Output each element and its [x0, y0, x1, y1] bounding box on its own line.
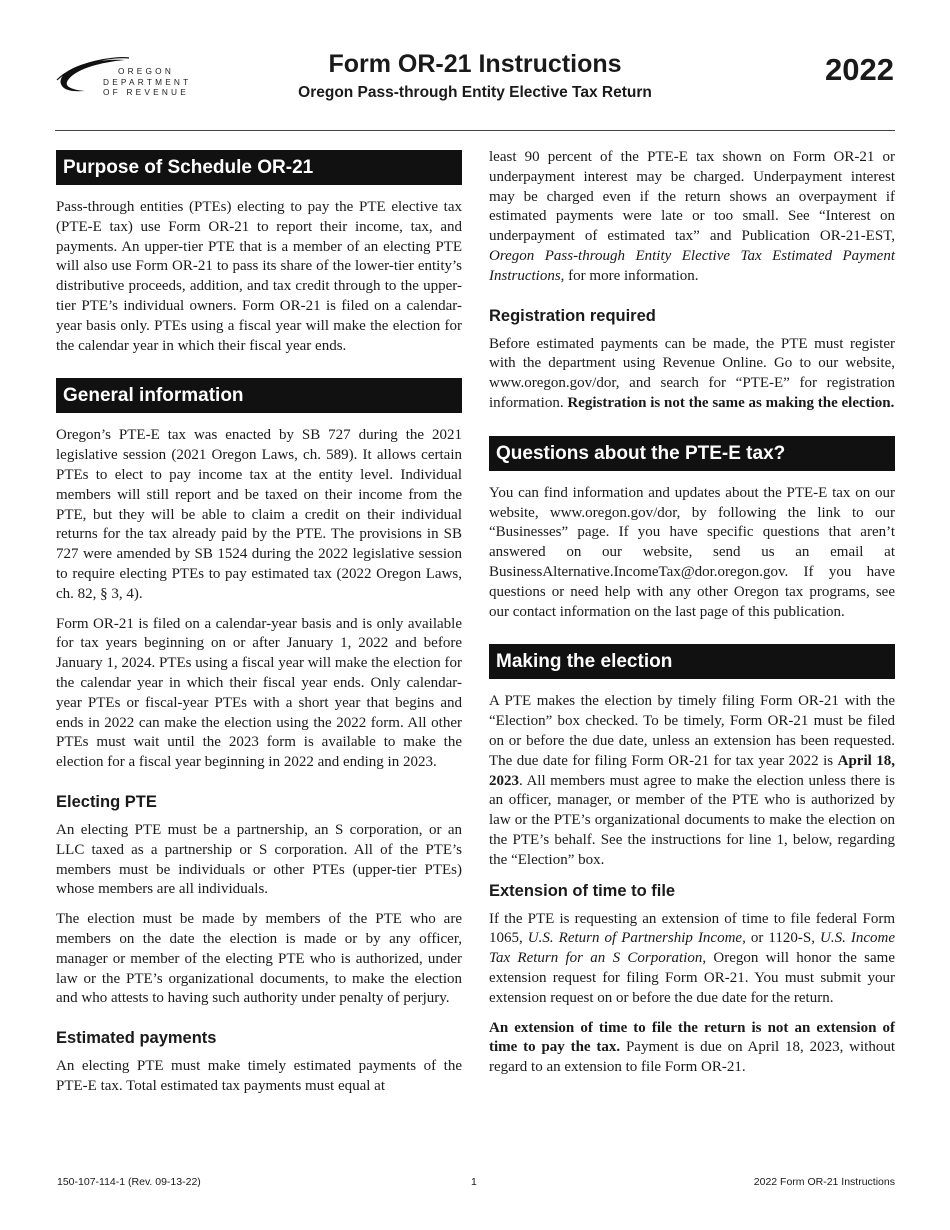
header-divider	[55, 130, 895, 131]
general-info-paragraph-1: Oregon’s PTE-E tax was enacted by SB 727 during the 2021 legislative session (2021 Oregon Laws, ch. 589). It allows certain PTEs to elect to pay income tax at the entity level. Individual members will still report and be taxed on their income from the PTE, but they will be able to claim a credit on their individual returns for the tax already paid by the PTE. The provisions in SB 727 were amended by SB 1524 during the 2022 legislative session to require electing PTEs to pay estimated tax (2022 Oregon Laws, ch. 82, § 3, 4).	[56, 427, 462, 602]
footer-form-number: 150-107-114-1 (Rev. 09-13-22)	[57, 1176, 201, 1188]
logo-text: OREGON DEPARTMENT OF REVENUE	[103, 66, 192, 97]
page-title: Form OR-21 Instructions	[328, 50, 622, 78]
section-heading-purpose: Purpose of Schedule OR-21	[56, 150, 462, 185]
subheading-electing-pte: Electing PTE	[56, 792, 157, 811]
section-heading-general-information: General information	[56, 378, 462, 413]
footer-form-title: 2022 Form OR-21 Instructions	[753, 1176, 895, 1188]
making-election-paragraph: A PTE makes the election by timely filing Form OR-21 with the “Election” box checked. To be timely, Form OR-21 must be filed on or before the due date, unless an extension has been requested. The due date for filing Form OR-21 for tax year 2022 is April 18, 2023. All members must agree to make the election unless there is an officer, manager, or member of the PTE who is authorized by law or the PTE’s organizational documents to make the election on the PTE’s behalf. See the instructions for line 1, below, regarding the “Election” box.	[489, 693, 896, 868]
subheading-registration-required: Registration required	[489, 306, 656, 325]
electing-pte-paragraph-1: An electing PTE must be a partnership, an S corporation, or an LLC taxed as a partnership or S corporation. All of the PTE’s members must be individuals or other PTEs (upper-tier PTEs) whose members are all individuals.	[56, 821, 462, 898]
general-info-paragraph-2: Form OR-21 is filed on a calendar-year basis and is only available for tax years beginning on or after January 1, 2022 and before January 1, 2024. PTEs using a fiscal year will make the election for the calendar year in which their fiscal year ends. Only calendar-year PTEs or fiscal-year PTEs with a short year that begins and ends in 2022 can make the election using the 2022 form. All other PTEs must wait until the 2023 form is available to make the election for a fiscal year beginning in 2022 and ending in 2023.	[56, 615, 462, 771]
questions-paragraph: You can find information and updates about the PTE-E tax on our website, www.oregon.gov/dor, by following the link to our “Businesses” page. If you have specific questions that aren’t answered on our website, send us an email at BusinessAlternative.IncomeTax@dor.oregon.gov. If you have questions or need help with any other Oregon tax programs, see our contact information on the last page of this publication.	[489, 484, 895, 620]
extension-paragraph-1: If the PTE is requesting an extension of time to file federal Form 1065, U.S. Return of Partnership Income, or 1120-S, U.S. Income Tax Return for an S Corporation, Oregon will honor the same extension request for filing Form OR-21. You must submit your extension request on or before the due date for the return.	[489, 910, 895, 1006]
page-subtitle: Oregon Pass-through Entity Elective Tax Return	[298, 84, 652, 101]
registration-paragraph: Before estimated payments can be made, the PTE must register with the department using Revenue Online. Go to our website, www.oregon.gov/dor, and search for “PTE-E” for registration information. Registration is not the same as making the election.	[489, 335, 895, 411]
left-column	[56, 150, 462, 1107]
subheading-extension: Extension of time to file	[489, 881, 676, 900]
estimated-payments-paragraph: An electing PTE must make timely estimated payments of the PTE-E tax. Total estimated tax payments must equal at	[56, 1058, 462, 1094]
subheading-estimated-payments: Estimated payments	[56, 1029, 217, 1048]
right-column	[489, 150, 895, 1088]
page-header	[0, 0, 950, 132]
electing-pte-paragraph-2: The election must be made by members of the PTE who are members on the date the election is made or by any officer, manager or member of the electing PTE who is authorized, under law or the PTE’s organizational documents, to make the election and who attests to having such authority under penalty of perjury.	[56, 911, 462, 1007]
extension-paragraph-2: An extension of time to file the return is not an extension of time to pay the tax. Payment is due on April 18, 2023, without regard to an extension to file Form OR-21.	[489, 1019, 895, 1076]
purpose-paragraph: Pass-through entities (PTEs) electing to pay the PTE elective tax (PTE-E tax) use Form OR-21 to report their income, tax, and payments. An upper-tier PTE that is a member of an electing PTE will also use Form OR-21 to pass its share of the lower-tier entity’s distributive proceeds, addition, and tax credit through to the upper-tier PTE’s individual owners. Form OR-21 is filed on a calendar-year basis only. PTEs using a fiscal year will make the election for the calendar year in which their fiscal year ends.	[56, 199, 462, 354]
section-heading-making-election: Making the election	[489, 644, 895, 679]
footer-page-number: 1	[471, 1176, 477, 1188]
section-heading-questions: Questions about the PTE-E tax?	[489, 436, 895, 471]
form-year: 2022	[825, 52, 894, 87]
estimated-payments-continued: least 90 percent of the PTE-E tax shown on Form OR-21 or underpayment interest may be charged. Underpayment interest may be charged even if the return shows an overpayment if estimated payments were late or too small. See “Interest on underpayment of estimated tax” and Publication OR-21-EST, Oregon Pass-through Entity Elective Tax Estimated Payment Instructions, for more information.	[489, 149, 895, 284]
